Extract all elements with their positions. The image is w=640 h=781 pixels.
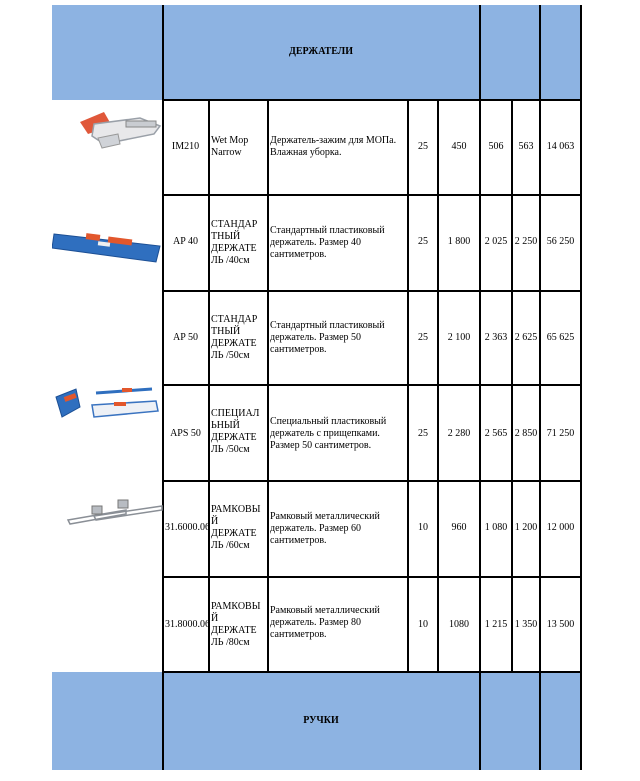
product-code: APS 50 <box>170 428 201 439</box>
price-3: 1 200 <box>514 522 538 533</box>
price-2: 2 025 <box>484 236 508 247</box>
total-price: 12 000 <box>546 522 575 533</box>
price-2: 506 <box>488 141 504 152</box>
price-3: 563 <box>518 141 534 152</box>
price-1: 1080 <box>449 619 469 630</box>
product-name: СПЕЦИАЛ ЬНЫЙ ДЕРЖАТЕ ЛЬ /50см <box>211 408 260 455</box>
pack-quantity: 25 <box>418 332 428 343</box>
price-1: 2 100 <box>447 332 471 343</box>
product-name: СТАНДАР ТНЫЙ ДЕРЖАТЕ ЛЬ /40см <box>211 219 258 266</box>
product-code: 31.8000.06 <box>165 619 210 630</box>
price-1: 450 <box>451 141 467 152</box>
price-2: 1 080 <box>484 522 508 533</box>
product-description: Держатель-зажим для МОПа. Влажная уборка. <box>270 135 397 158</box>
product-description: Специальный пластиковый держатель с прищепками. Размер 50 сантиметров. <box>270 416 387 451</box>
price-1: 960 <box>451 522 467 533</box>
product-code: 31.6000.06 <box>165 522 210 533</box>
blue-plastic-holder-image <box>52 222 162 268</box>
price-1: 2 280 <box>447 428 471 439</box>
pack-quantity: 10 <box>418 522 428 533</box>
product-name: РАМКОВЫ Й ДЕРЖАТЕ ЛЬ /80см <box>211 601 261 648</box>
price-2: 2 363 <box>484 332 508 343</box>
product-description: Рамковый металлический держатель. Размер 80 сантиметров. <box>270 605 380 640</box>
pack-quantity: 25 <box>418 141 428 152</box>
clamp-holder-image <box>74 104 164 152</box>
price-3: 2 850 <box>514 428 538 439</box>
price-3: 2 250 <box>514 236 538 247</box>
section-title-holders: ДЕРЖАТЕЛИ <box>289 46 353 57</box>
metal-frame-holders-image <box>64 494 164 528</box>
price-1: 1 800 <box>447 236 471 247</box>
product-name: Wet Mop Narrow <box>211 135 249 158</box>
total-price: 14 063 <box>546 141 575 152</box>
product-code: IM210 <box>171 141 200 152</box>
pack-quantity: 25 <box>418 428 428 439</box>
section-title-handles: РУЧКИ <box>303 715 339 726</box>
product-name: РАМКОВЫ Й ДЕРЖАТЕ ЛЬ /60см <box>211 504 261 551</box>
pack-quantity: 25 <box>418 236 428 247</box>
product-description: Рамковый металлический держатель. Размер 60 сантиметров. <box>270 511 380 546</box>
product-code: AP 40 <box>173 236 198 247</box>
product-description: Стандартный пластиковый держатель. Размер 50 сантиметров. <box>270 320 385 355</box>
pack-quantity: 10 <box>418 619 428 630</box>
product-name: СТАНДАР ТНЫЙ ДЕРЖАТЕ ЛЬ /50см <box>211 314 258 361</box>
total-price: 65 625 <box>546 332 575 343</box>
total-price: 13 500 <box>546 619 575 630</box>
product-code: AP 50 <box>173 332 198 343</box>
pincer-holders-image <box>52 385 160 425</box>
price-2: 2 565 <box>484 428 508 439</box>
price-3: 1 350 <box>514 619 538 630</box>
total-price: 71 250 <box>546 428 575 439</box>
total-price: 56 250 <box>546 236 575 247</box>
product-description: Стандартный пластиковый держатель. Размер 40 сантиметров. <box>270 225 385 260</box>
price-3: 2 625 <box>514 332 538 343</box>
price-2: 1 215 <box>484 619 508 630</box>
